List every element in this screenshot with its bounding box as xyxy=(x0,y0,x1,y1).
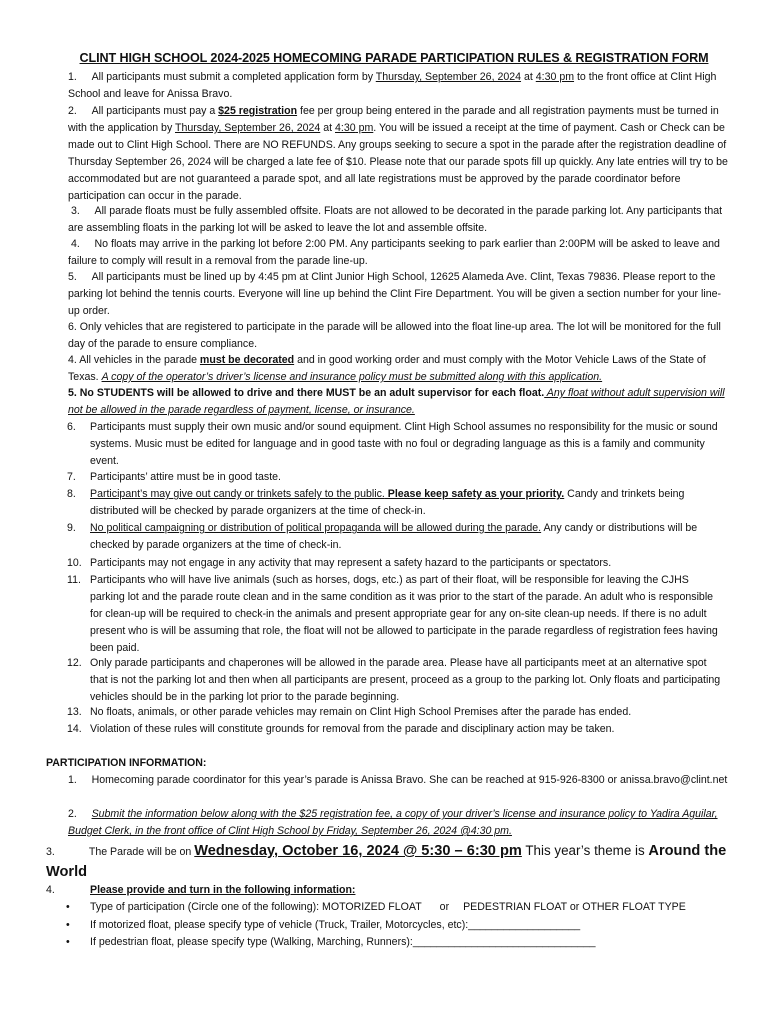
float-type-options: PEDESTRIAN FLOAT or OTHER FLOAT TYPE xyxy=(463,901,686,913)
parade-date-info xyxy=(46,841,736,883)
rule-number: 12. xyxy=(67,657,82,669)
rule-adult-supervisor xyxy=(68,385,730,419)
rule-attire: Participants’ attire must be in good taste. xyxy=(90,471,281,483)
pedestrian-type-field[interactable]: If pedestrian float, please specify type (Walking, Marching, Runners):_______________________________ xyxy=(90,936,596,948)
participation-type-line xyxy=(90,899,730,916)
political-statement: No political campaigning or distribution of political propaganda will be allowed during the parade. xyxy=(90,522,542,534)
item-number: 4. xyxy=(46,884,55,896)
deadline-time: 4:30 xyxy=(335,121,356,134)
rule-number: 14. xyxy=(67,723,82,735)
rule-number: 6. xyxy=(67,421,76,433)
provide-info-heading: Please provide and turn in the following information: xyxy=(90,884,356,896)
deadline-time: 4:30 pm xyxy=(535,71,575,83)
bullet-icon: • xyxy=(66,936,70,948)
rule-music: Participants must supply their own music and/or sound equipment. Clint High School assumes no responsibility for the music or sound systems. Music must be edited for language and in good taste with no foul or degrading language as this is a family and community event. xyxy=(90,421,718,467)
rule-number: 13. xyxy=(67,706,82,718)
registration-fee: $25 registration xyxy=(218,105,298,117)
or-label: or xyxy=(439,901,450,913)
rule-number: 2. xyxy=(68,105,77,117)
theme-label: This year’s theme is xyxy=(521,843,649,858)
rule-text: to the front office at Clint High School and leave for Anissa Bravo. xyxy=(68,71,717,100)
rule-5 xyxy=(68,269,730,320)
rule-text: at xyxy=(320,121,335,134)
rule-number: 1. xyxy=(68,71,77,83)
submission-text: Submit the information below along with the $25 registration fee, a copy of your driver’s license and insurance policy to Yadira Aguilar, Budget Clerk, in the front office of Clint High School by Friday, September 26, 2024 @4:30 pm. xyxy=(68,808,718,837)
parade-date: Wednesday, October 16, 2024 @ 5:30 – 6:30 pm xyxy=(194,843,522,859)
page-title: CLINT HIGH SCHOOL 2024-2025 HOMECOMING PARADE PARTICIPATION RULES & REGISTRATION FORM xyxy=(79,51,709,65)
rule-number: 9. xyxy=(67,522,76,534)
must-be-decorated: must be decorated xyxy=(199,354,295,366)
rule-1 xyxy=(68,69,730,103)
rule-text: . You will be issued a receipt at the time of payment. Cash or Check can be made out to Clint High School. There are NO REFUNDS. Any groups seeking to secure a spot in the parade after the registration deadline of Thursday September 26, 2024 will be charged a late fee of $10. Please note that our parade spots fill up quickly. Any late entries will try to be accommodated but are not guaranteed a parade spot, and all late registrations must be approved by the parade coordinator before participation can occur in the parade. xyxy=(68,121,728,202)
rule-text: All participants must pay a xyxy=(91,105,219,117)
motorized-vehicle-field[interactable]: If motorized float, please specify type of vehicle (Truck, Trailer, Motorcycles, etc):___________________ xyxy=(90,919,581,931)
item-number: 2. xyxy=(68,808,77,820)
participation-heading: PARTICIPATION INFORMATION: xyxy=(46,757,207,769)
item-number: 3. xyxy=(46,846,55,858)
rule-6-vehicles: 6. Only vehicles that are registered to participate in the parade will be allowed into the float line-up area. The lot will be monitored for the full day of the parade to ensure compliance. xyxy=(68,321,721,350)
safety-priority: safety as your priority. xyxy=(448,488,565,500)
parade-text: The Parade will be on xyxy=(88,846,195,858)
supervision-requirement: Any float without adult supervision will not be allowed in the parade regardless of payment, license, or insurance. xyxy=(68,387,725,416)
bullet-icon: • xyxy=(66,919,70,931)
rule-text: All participants must submit a completed application form by xyxy=(91,71,376,83)
parade-theme: Around the xyxy=(648,843,727,859)
item-number: 1. xyxy=(68,774,77,786)
rule-text: fee per group being entered in the parade and all registration payments must be turned in with the application by xyxy=(68,105,719,134)
rule-text: and in good working order and must comply with the Motor Vehicle Laws of the State of Texas. xyxy=(68,354,706,383)
coordinator-info xyxy=(68,772,730,789)
rule-text: All participants must be lined up by 4:45 pm at Clint Junior High School, 12625 Alameda Ave. Clint, Texas 79836. Please report to the parking lot behind the tennis courts. Everyone will line up behind the Clint Fire Department. You will be given a section number for your line-up order. xyxy=(68,271,722,317)
rule-number: 7. xyxy=(67,471,76,483)
rule-text: No floats may arrive in the parking lot before 2:00 PM. Any participants seeking to park earlier than 2:00PM will be asked to leave and failure to comply will result in a removal from the parade line-up. xyxy=(68,238,720,267)
rule-number: 10. xyxy=(67,557,82,569)
please-keep: Please keep xyxy=(384,488,449,500)
deadline-date: Thursday, September 26, 2024 xyxy=(375,71,522,83)
coordinator-text: Homecoming parade coordinator for this year’s parade is Anissa Bravo. She can be reached at 915-926-8300 or anissa.bravo@clint.net xyxy=(91,774,728,786)
rule-number: 11. xyxy=(67,574,81,586)
rule-violations: Violation of these rules will constitute grounds for removal from the parade and disciplinary action may be taken. xyxy=(90,723,615,735)
rule-text: All parade floats must be fully assembled offsite. Floats are not allowed to be decorated in the parade parking lot. Any participants that are assembling floats in the parking lot will be asked to leave the lot and assemble offsite. xyxy=(68,205,723,234)
rule-number: 5. xyxy=(68,271,77,283)
license-insurance-requirement: A copy of the operator’s driver’s license and insurance policy must be submitted along with this application. xyxy=(101,370,603,383)
rule-text: Candy and trinkets being distributed will be checked by parade organizers at the time of check-in. xyxy=(90,488,685,517)
rule-number: 8. xyxy=(67,488,76,500)
rule-3 xyxy=(68,203,730,237)
deadline-date: Thursday, September 26, 2024 xyxy=(175,121,321,134)
rule-text: 4. All vehicles in the parade xyxy=(68,354,200,366)
rule-vehicle-decoration xyxy=(68,352,730,386)
rule-number: 3. xyxy=(70,205,80,217)
candy-statement: Participant’s may give out candy or trinkets safely to the public. xyxy=(90,488,385,500)
rule-2 xyxy=(68,103,730,204)
rule-parade-area: Only parade participants and chaperones will be allowed in the parade area. Please have all participants meet at an alternative spot that is not the parking lot and then when all participants are present, proceed as a group to the parking lot. Only floats and participating vehicles should be in the parking lot prior to the parade beginning. xyxy=(90,657,721,703)
submission-info xyxy=(68,806,730,840)
participation-type-label: Type of participation (Circle one of the following): MOTORIZED FLOAT xyxy=(90,901,422,913)
deadline-time-suffix: pm xyxy=(355,121,374,134)
rule-animals: Participants who will have live animals (such as horses, dogs, etc.) as part of their float, will be responsible for leaving the CJHS parking lot and the parade route clean and in the same condition as it was prior to the start of the parade. An adult who is responsible for clean-up will be required to check-in the animals and present appropriate gear for any on-site clean-up needs. If there is no adult present who is will be assuming that role, the float will not be allowed to participate in the parade regardless of registration fees having been paid. xyxy=(90,574,718,654)
parade-theme-cont: World xyxy=(46,864,88,880)
rule-4 xyxy=(68,236,730,270)
rule-political xyxy=(90,520,726,554)
rule-safety: Participants may not engage in any activity that may represent a safety hazard to the participants or spectators. xyxy=(90,557,612,569)
rule-number: 4. xyxy=(70,238,80,250)
no-students-driving: 5. No STUDENTS will be allowed to drive and there MUST be an adult supervisor for each float. xyxy=(68,387,545,399)
rule-premises: No floats, animals, or other parade vehicles may remain on Clint High School Premises after the parade has ended. xyxy=(90,706,632,718)
rule-text: Any candy or distributions will be checked by parade organizers at the time of check-in. xyxy=(90,522,698,551)
bullet-icon: • xyxy=(66,901,70,913)
rule-candy xyxy=(90,486,726,520)
rule-text: at xyxy=(521,71,536,83)
